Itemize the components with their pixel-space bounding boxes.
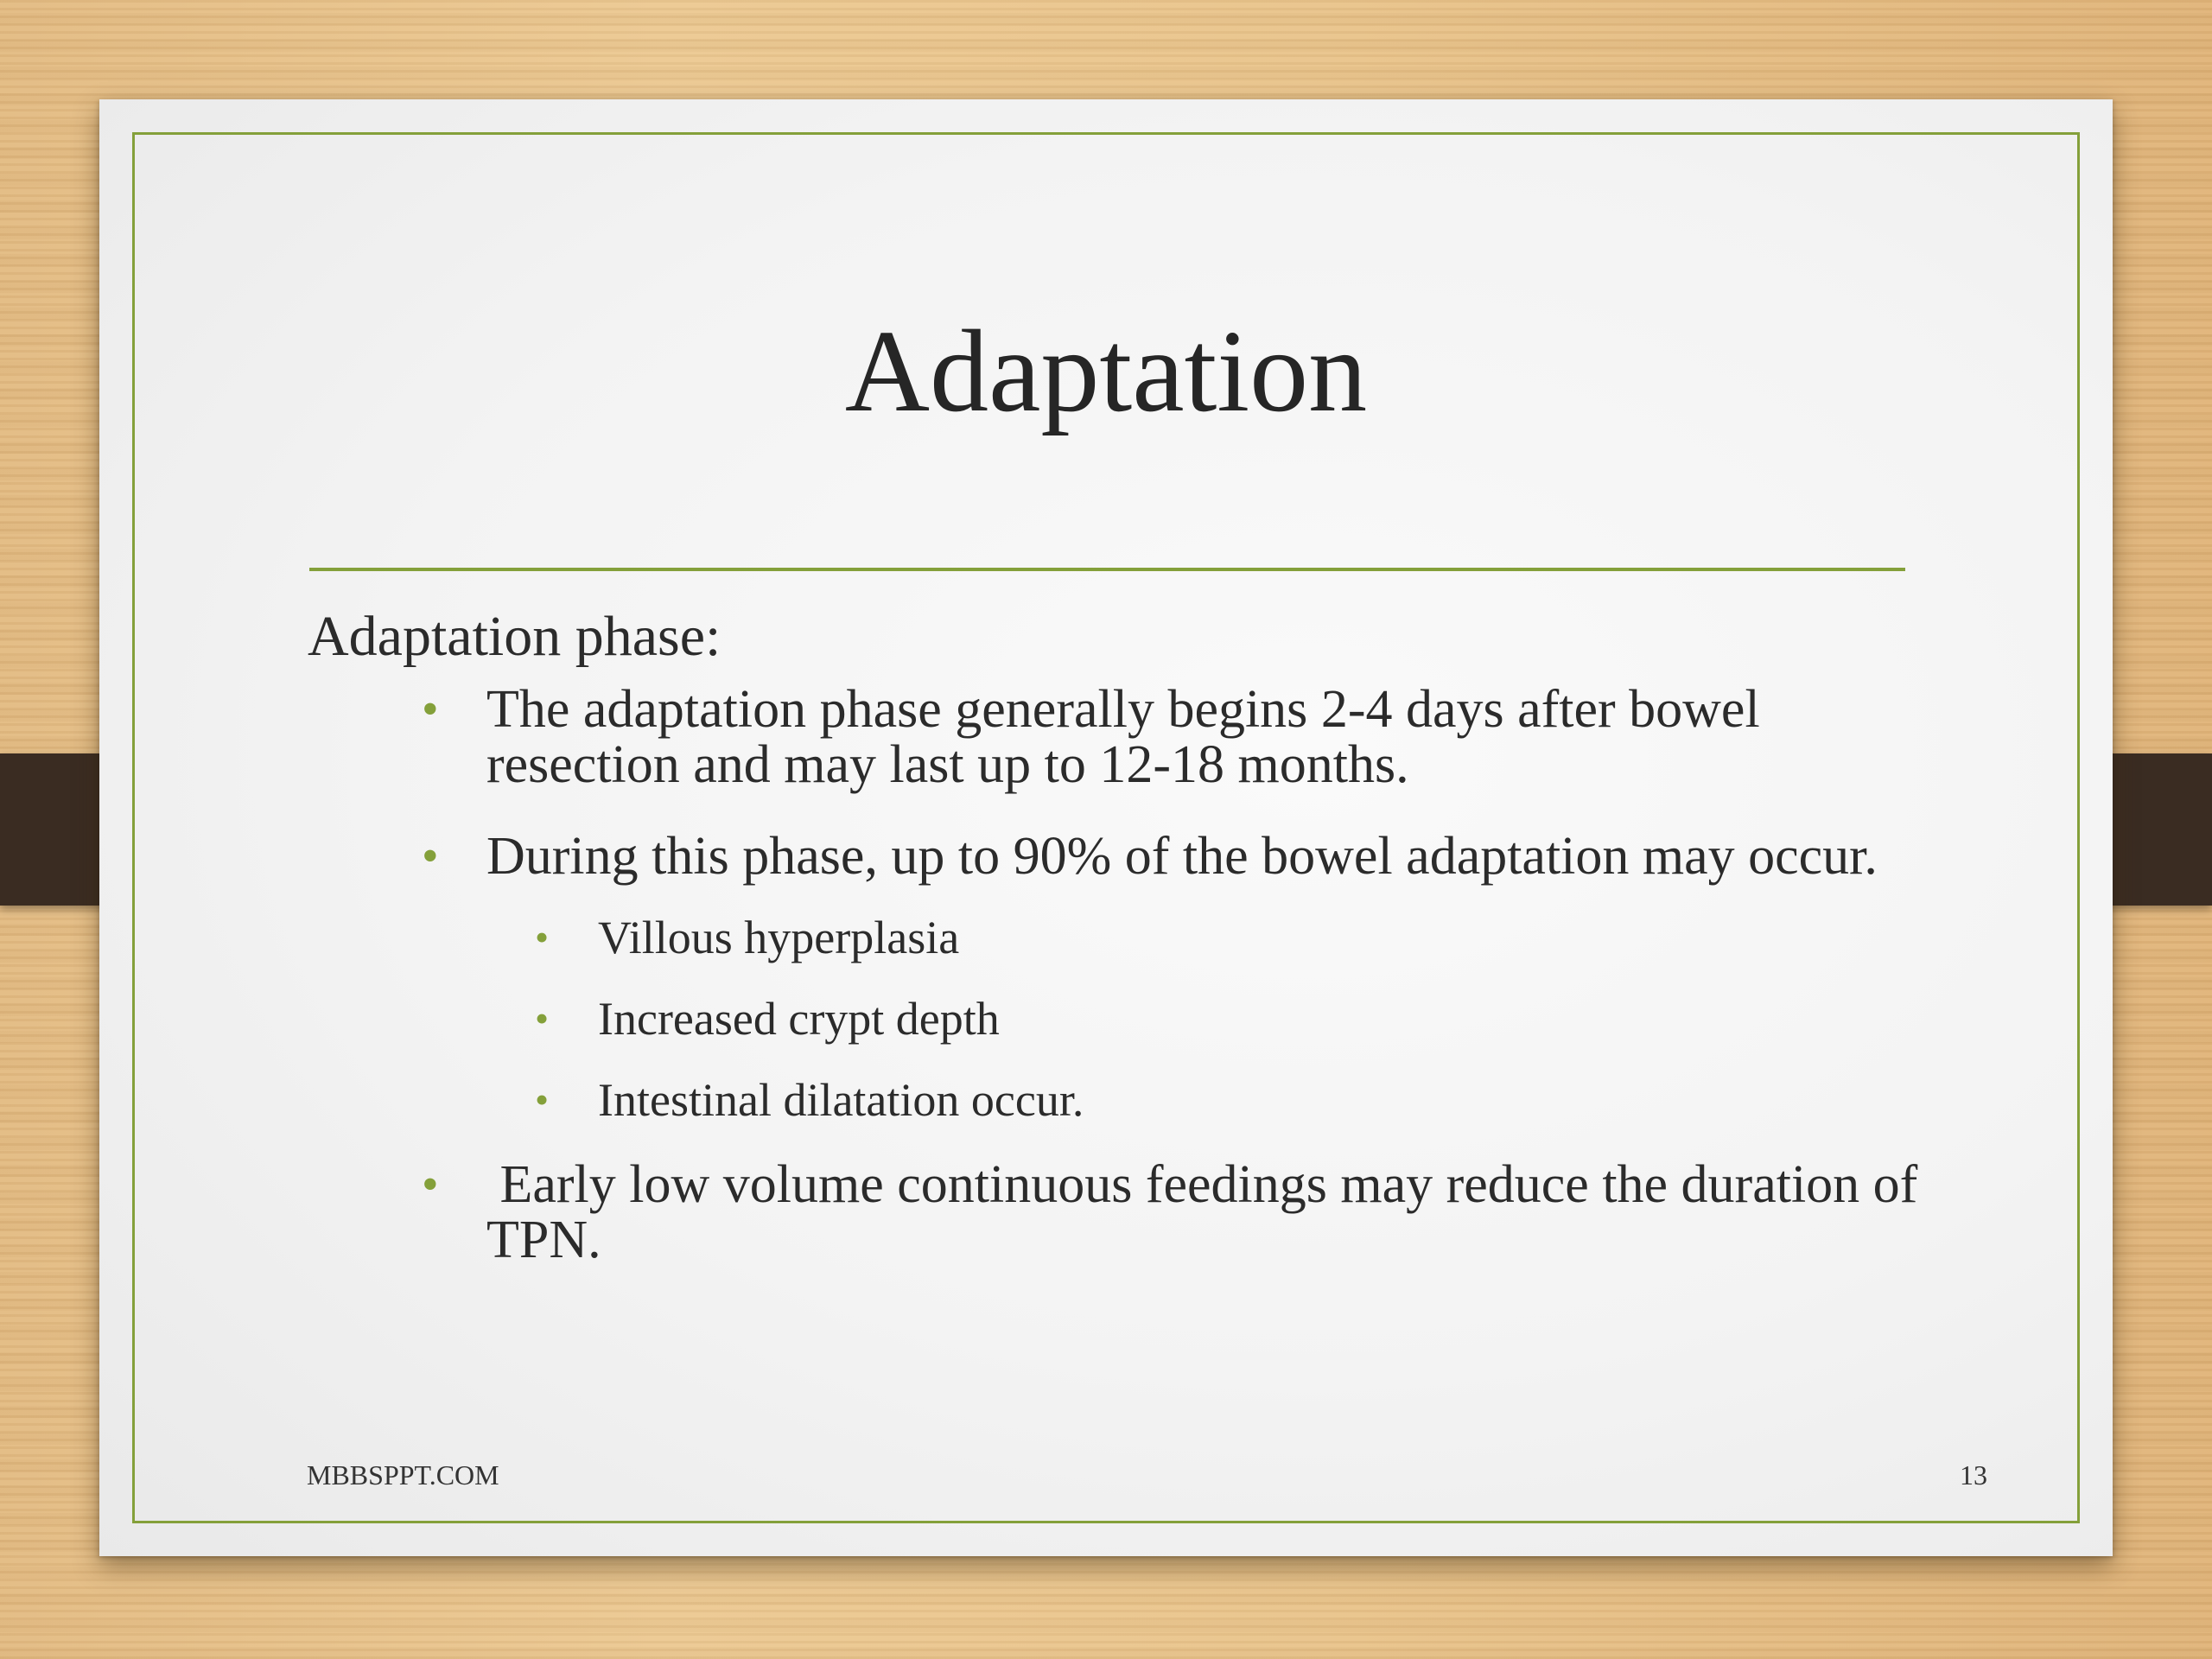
sub-bullet-item xyxy=(308,991,1932,1046)
bullet-text: During this phase, up to 90% of the bowel adaptation may occur. xyxy=(486,827,1878,886)
bullet-item xyxy=(308,1157,1932,1268)
slide-number: 13 xyxy=(1960,1459,1987,1491)
bullet-text: The adaptation phase generally begins 2-4 days after bowel resection and may last up to 12-18 months. xyxy=(486,680,1760,794)
sub-bullet-item xyxy=(308,910,1932,965)
sub-bullet-item xyxy=(308,1072,1932,1128)
sub-bullet-list xyxy=(308,910,1932,1128)
title-divider xyxy=(309,568,1905,571)
slide-card xyxy=(99,99,2113,1556)
bullet-text: Early low volume continuous feedings may reduce the duration of TPN. xyxy=(486,1155,1930,1269)
sub-bullet-icon: • xyxy=(535,915,550,959)
sub-bullet-icon: • xyxy=(535,1077,550,1122)
sub-bullet-text: Increased crypt depth xyxy=(598,993,1000,1045)
bullet-icon: • xyxy=(422,1158,439,1211)
bullet-item xyxy=(308,829,1932,884)
bullet-icon: • xyxy=(422,683,439,736)
bullet-item xyxy=(308,682,1932,792)
footer-website: MBBSPPT.COM xyxy=(307,1459,499,1491)
slide-body xyxy=(308,602,1932,1304)
sub-bullet-text: Villous hyperplasia xyxy=(598,912,960,963)
sub-bullet-text: Intestinal dilatation occur. xyxy=(598,1074,1084,1126)
sub-bullet-icon: • xyxy=(535,996,550,1040)
section-heading: Adaptation phase: xyxy=(308,605,721,668)
slide-title: Adaptation xyxy=(844,307,1368,436)
bullet-icon: • xyxy=(422,830,439,883)
